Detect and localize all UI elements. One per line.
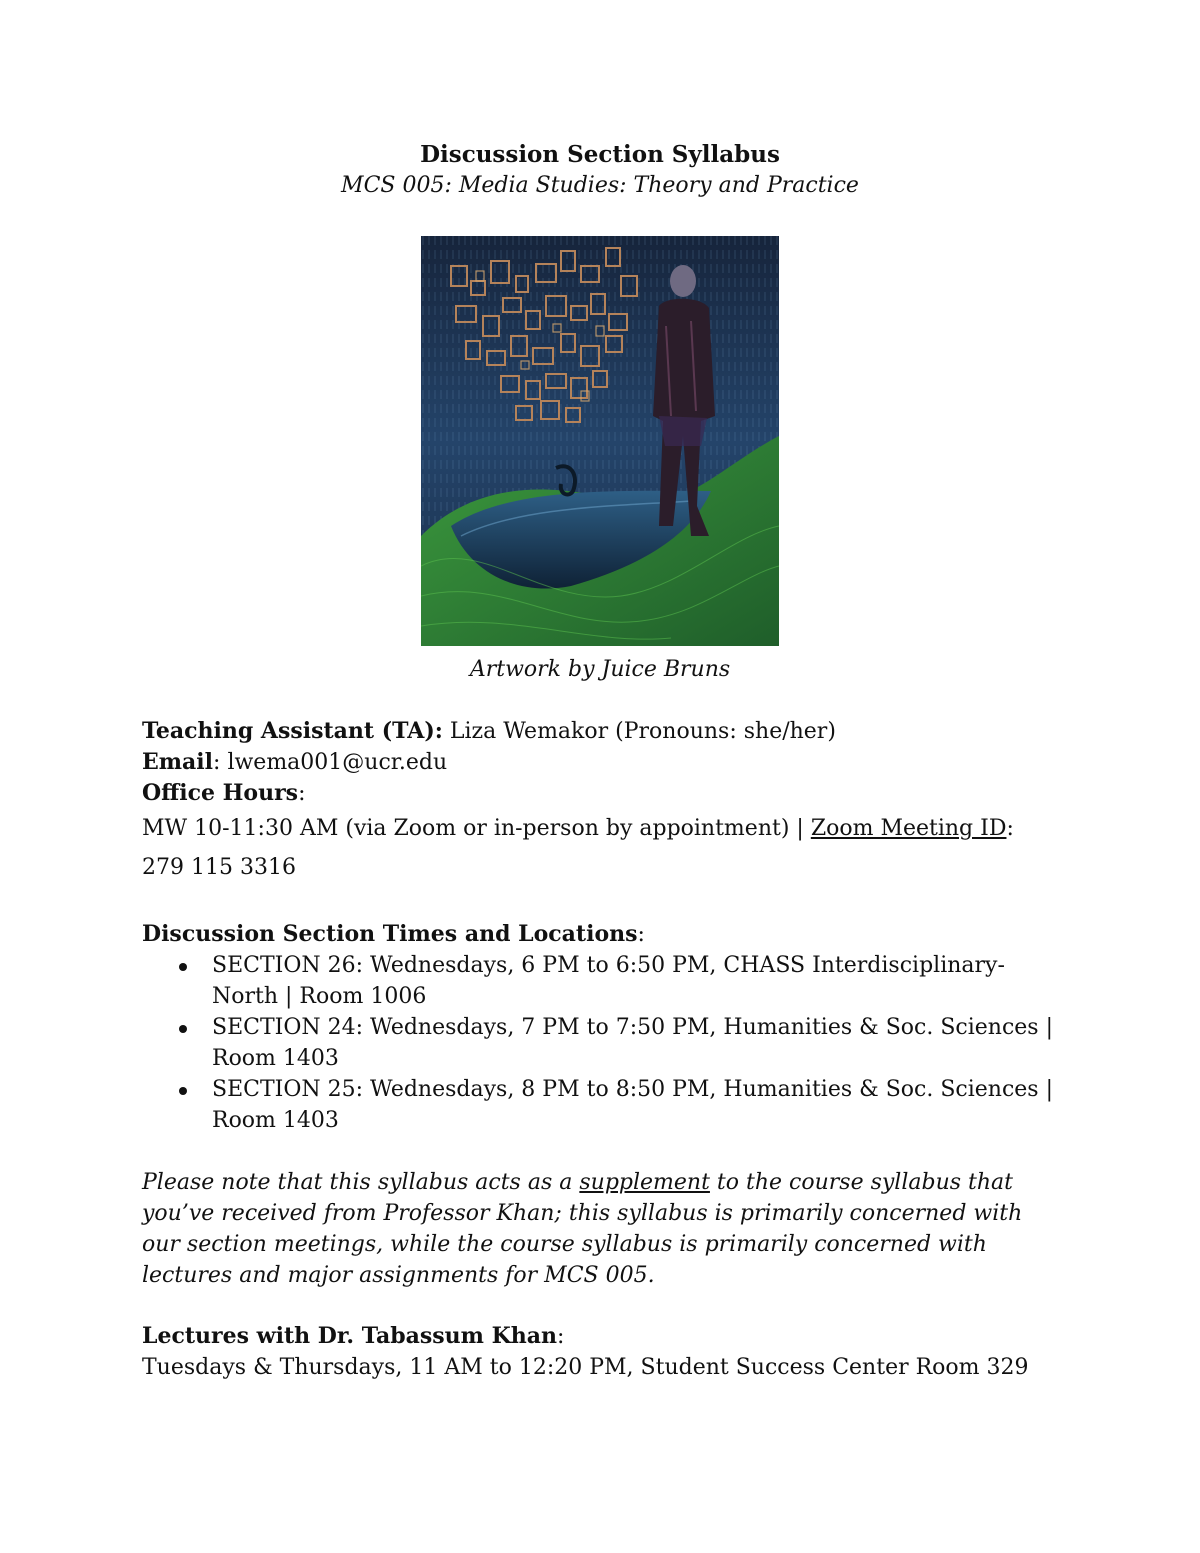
section-item-text: SECTION 25: Wednesdays, 8 PM to 8:50 PM, Humanities & Soc. Sciences | Room 1403 bbox=[212, 1077, 1053, 1133]
section-item-text: SECTION 24: Wednesdays, 7 PM to 7:50 PM, Humanities & Soc. Sciences | Room 1403 bbox=[212, 1015, 1053, 1071]
bullet-icon bbox=[179, 1087, 187, 1095]
section-item bbox=[142, 1074, 1062, 1136]
lectures-block bbox=[142, 1321, 1062, 1383]
office-hours-label: Office Hours bbox=[142, 780, 299, 806]
email-value[interactable]: lwema001@ucr.edu bbox=[227, 750, 448, 775]
office-hours-value: MW 10-11:30 AM (via Zoom or in-person by appointment) | bbox=[142, 816, 811, 841]
note-text-end: to the course syllabus that you’ve received from Professor Khan; this syllabus is primarily concerned with our section meetings, while the course syllabus is primarily concerned with lectures and major assignments for MCS 005. bbox=[142, 1170, 1023, 1288]
lectures-heading-line: Lectures with Dr. Tabassum Khan: bbox=[142, 1323, 565, 1349]
zoom-label[interactable]: Zoom Meeting ID bbox=[810, 816, 1007, 841]
lectures-heading: Lectures with Dr. Tabassum Khan bbox=[142, 1323, 557, 1349]
page-title: Discussion Section Syllabus bbox=[420, 141, 780, 168]
bullet-icon bbox=[179, 963, 187, 971]
artwork-painting bbox=[421, 236, 779, 646]
section-item bbox=[142, 1012, 1062, 1074]
ta-name: Liza Wemakor (Pronouns: she/her) bbox=[449, 719, 836, 744]
discussion-heading: Discussion Section Times and Locations bbox=[142, 921, 638, 947]
note-underlined: supplement bbox=[579, 1170, 710, 1195]
office-hours-line: Office Hours: bbox=[142, 780, 306, 806]
email-label: Email bbox=[142, 749, 214, 775]
artwork-caption: Artwork by Juice Bruns bbox=[469, 657, 731, 682]
zoom-id: 279 115 3316 bbox=[142, 855, 296, 880]
ta-block bbox=[142, 716, 1062, 887]
office-hours-detail: MW 10-11:30 AM (via Zoom or in-person by appointment) | Zoom Meeting ID: 279 115 3316 bbox=[142, 816, 1014, 880]
note-text-start: Please note that this syllabus acts as a bbox=[142, 1170, 580, 1195]
discussion-heading-line: Discussion Section Times and Locations: bbox=[142, 921, 645, 947]
section-item bbox=[142, 950, 1062, 1012]
syllabus-note bbox=[142, 1167, 1042, 1291]
course-subtitle: MCS 005: Media Studies: Theory and Practice bbox=[341, 173, 859, 198]
discussion-block bbox=[142, 919, 1062, 1136]
ta-label: Teaching Assistant (TA) bbox=[142, 718, 435, 744]
email-line: Email: lwema001@ucr.edu bbox=[142, 749, 448, 775]
artwork-image bbox=[421, 236, 779, 646]
section-list bbox=[142, 950, 1062, 1136]
lectures-schedule: Tuesdays & Thursdays, 11 AM to 12:20 PM, Student Success Center Room 329 bbox=[142, 1355, 1029, 1380]
section-item-text: SECTION 26: Wednesdays, 6 PM to 6:50 PM, CHASS Interdisciplinary-North | Room 1006 bbox=[212, 953, 1005, 1009]
bullet-icon bbox=[179, 1025, 187, 1033]
ta-line: Teaching Assistant (TA): Liza Wemakor (Pronouns: she/her) bbox=[142, 718, 836, 744]
